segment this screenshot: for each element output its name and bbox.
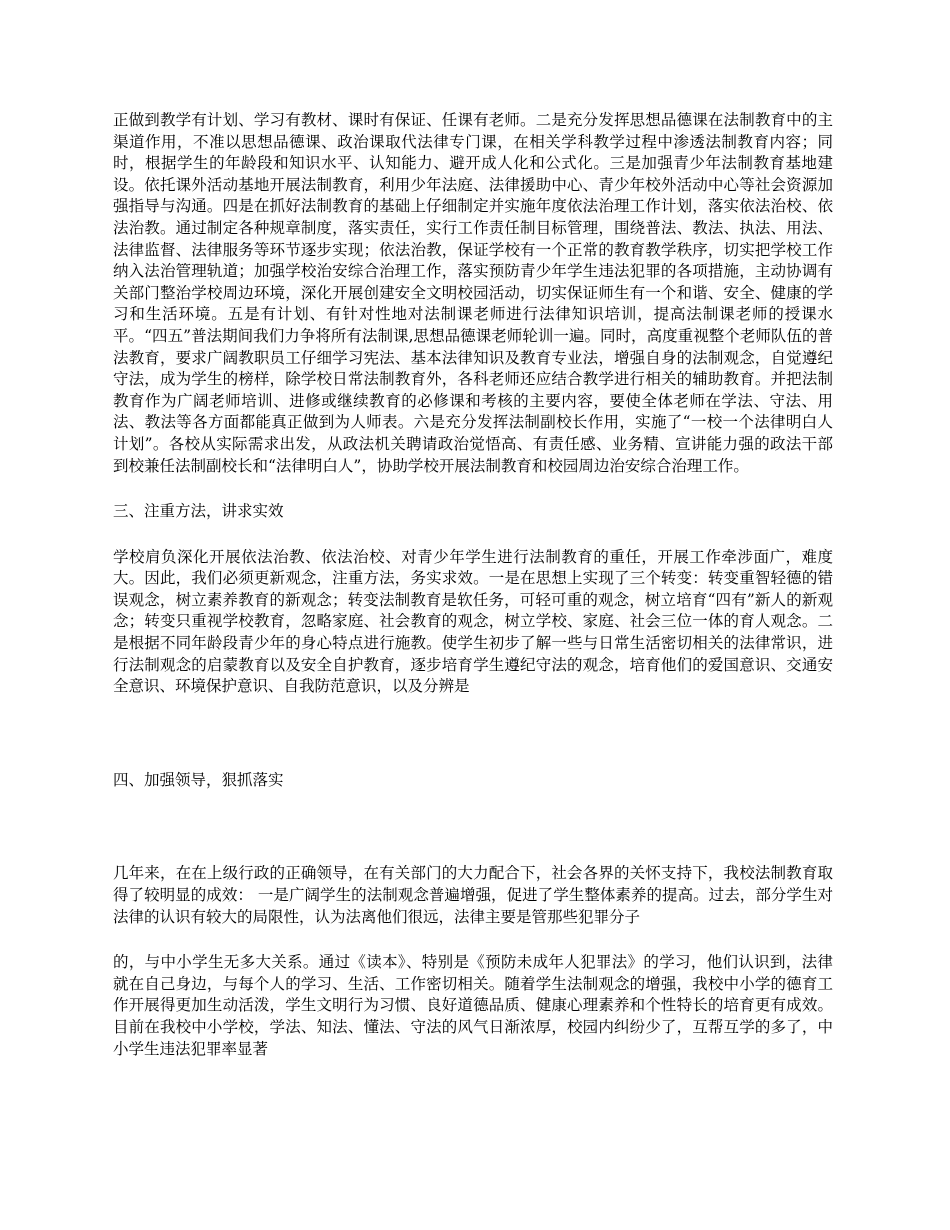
paragraph-results-continued: 的，与中小学生无多大关系。通过《读本》、特别是《预防未成年人犯罪法》的学习，他们认识到，法律就在自己身边，与每个人的学习、生活、工作密切相关。随着学生法制观念的增强，我校中小学的德育工作开展得更加生动活泼，学生文明行为习惯、良好道德品质、健康心理素养和个性特长的培育更有成效。目前在我校中小学校，学法、知法、懂法、守法的风气日渐浓厚，校园内纠纷少了，互帮互学的多了，中小学生违法犯罪率显著 [113,953,833,1058]
paragraph-methods: 学校肩负深化开展依法治教、依法治校、对青少年学生进行法制教育的重任，开展工作牵涉面广，难度大。因此，我们必须更新观念，注重方法，务实求效。一是在思想上实现了三个转变：转变重智轻德的错误观念，树立素养教育的新观念；转变法制教育是软任务，可轻可重的观念，树立培育“四有”新人的新观念；转变只重视学校教育，忽略家庭、社会教育的观念，树立学校、家庭、社会三位一体的育人观念。二是根据不同年龄段青少年的身心特点进行施教。使学生初步了解一些与日常生活密切相关的法律常识，进行法制观念的启蒙教育以及安全自护教育，逐步培育学生遵纪守法的观念，培育他们的爱国意识、交通安全意识、环境保护意识、自我防范意识，以及分辨是 [113,547,833,696]
section-heading-3: 三、注重方法，讲求实效 [113,502,284,521]
document-page [113,110,833,1060]
section-heading-4: 四、加强领导，狠抓落实 [113,770,284,789]
paragraph-legal-education-measures: 正做到教学有计划、学习有教材、课时有保证、任课有老师。二是充分发挥思想品德课在法制教育中的主渠道作用，不准以思想品德课、政治课取代法律专门课，在相关学科教学过程中渗透法制教育内容；同时，根据学生的年龄段和知识水平、认知能力、避开成人化和公式化。三是加强青少年法制教育基地建设。依托课外活动基地开展法制教育，利用少年法庭、法律援助中心、青少年校外活动中心等社会资源加强指导与沟通。四是在抓好法制教育的基础上仔细制定并实施年度依法治理工作计划，落实依法治校、依法治教。通过制定各种规章制度，落实责任，实行工作责任制目标管理，围绕普法、教法、执法、用法、法律监督、法律服务等环节逐步实现；依法治教，保证学校有一个正常的教育教学秩序，切实把学校工作纳入法治管理轨道；加强学校治安综合治理工作，落实预防青少年学生违法犯罪的各项措施，主动协调有关部门整治学校周边环境，深化开展创建安全文明校园活动，切实保证师生有一个和谐、安全、健康的学习和生活环境。五是有计划、有针对性地对法制课老师进行法律知识培训，提高法制课老师的授课水平。“四五”普法期间我们力争将所有法制课,思想品德课老师轮训一遍。同时，高度重视整个老师队伍的普法教育，要求广阔教职员工仔细学习宪法、基本法律知识及教育专业法，增强自身的法制观念，自觉遵纪守法，成为学生的榜样，除学校日常法制教育外，各科老师还应结合教学进行相关的辅助教育。并把法制教育作为广阔老师培训、进修或继续教育的必修课和考核的主要内容，要使全体老师在学法、守法、用法、教法等各方面都能真正做到为人师表。六是充分发挥法制副校长作用，实施了“一校一个法律明白人计划”。各校从实际需求出发，从政法机关聘请政治觉悟高、有责任感、业务精、宣讲能力强的政法干部到校兼任法制副校长和“法律明白人”，协助学校开展法制教育和校园周边治安综合治理工作。 [113,111,833,475]
paragraph-results-intro: 几年来，在在上级行政的正确领导，在有关部门的大力配合下，社会各界的关怀支持下，我校法制教育取得了较明显的成效： 一是广阔学生的法制观念普遍增强，促进了学生整体素养的提高。过去，部分学生对法律的认识有较大的局限性，认为法离他们很远，法律主要是管那些犯罪分子 [113,864,833,926]
